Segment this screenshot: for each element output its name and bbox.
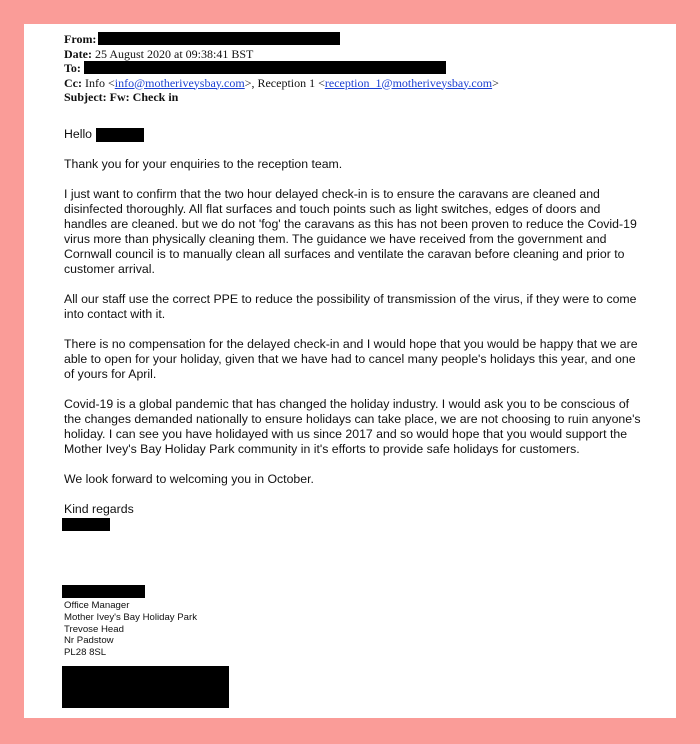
- signature-title: Office Manager: [64, 600, 130, 611]
- paragraph-3: All our staff use the correct PPE to reduce the possibility of transmission of the virus, if they were to come into contact with it.: [64, 292, 637, 321]
- to-label: To:: [64, 61, 81, 75]
- date-value: 25 August 2020 at 09:38:41 BST: [94, 46, 254, 61]
- greeting-text: Hello: [64, 127, 93, 141]
- greeting: [64, 127, 644, 142]
- signature-address-line-1: Trevose Head: [64, 623, 124, 635]
- paragraph-6: We look forward to welcoming you in October.: [64, 472, 314, 486]
- cc-end: >: [492, 75, 499, 90]
- date-label: Date:: [64, 46, 92, 61]
- from-label: From:: [64, 32, 97, 46]
- cc-row: [64, 76, 499, 91]
- subject-label: Subject:: [64, 90, 107, 104]
- paragraph-1: Thank you for your enquiries to the reception team.: [64, 157, 343, 171]
- sender-first-name-redaction: [62, 518, 110, 531]
- cc-name-info: Info <: [85, 75, 115, 90]
- sender-full-name-redaction: [62, 585, 145, 598]
- recipient-name-redaction: [96, 128, 144, 142]
- signature-block: [64, 600, 197, 659]
- email-document: [24, 24, 676, 718]
- to-redaction: [84, 61, 446, 74]
- signature-postcode: PL28 8SL: [64, 647, 107, 659]
- paragraph-4: There is no compensation for the delayed check-in and I would hope that you would be happy that we are able to open for your holiday, given that we have had to cancel many people's holidays this year, and one of yours for April.: [64, 337, 638, 381]
- signature-address-line-2: Nr Padstow: [64, 635, 114, 647]
- closing: Kind regards: [64, 502, 134, 516]
- signature-company: Mother Ivey's Bay Holiday Park: [64, 611, 197, 623]
- email-body: [64, 127, 644, 532]
- paragraph-2: I just want to confirm that the two hour delayed check-in is to ensure the caravans are cleaned and disinfected thoroughly. All flat surfaces and touch points such as light switches, edges of doors and handles are cleaned. but we do not 'fog' the caravans as this has not been proven to reduce the Covid-19 virus more than physically cleaning them. The guidance we have received from the government and Cornwall council is to manually clean all surfaces and ventilate the caravan before cleaning and prior to customer arrival.: [64, 187, 637, 276]
- contact-details-redaction: [62, 666, 229, 708]
- cc-email-reception-link[interactable]: reception_1@motheriveysbay.com: [324, 75, 493, 90]
- paragraph-5: Covid-19 is a global pandemic that has changed the holiday industry. I would ask you to be conscious of the changes demanded nationally to ensure holidays can take place, we are not choosing to ruin anyone's holiday. I can see you have holidayed with us since 2017 and so would hope that you would support the Mother Ivey's Bay Holiday Park community in it's efforts to provide safe holidays for customers.: [64, 397, 641, 456]
- cc-label: Cc:: [64, 75, 82, 90]
- subject-row: [64, 90, 499, 105]
- cc-separator: >, Reception 1 <: [244, 75, 325, 90]
- from-redaction: [98, 32, 340, 45]
- subject-value: Fw: Check in: [109, 90, 179, 104]
- cc-email-info-link[interactable]: info@motheriveysbay.com: [114, 75, 245, 90]
- date-row: [64, 47, 499, 62]
